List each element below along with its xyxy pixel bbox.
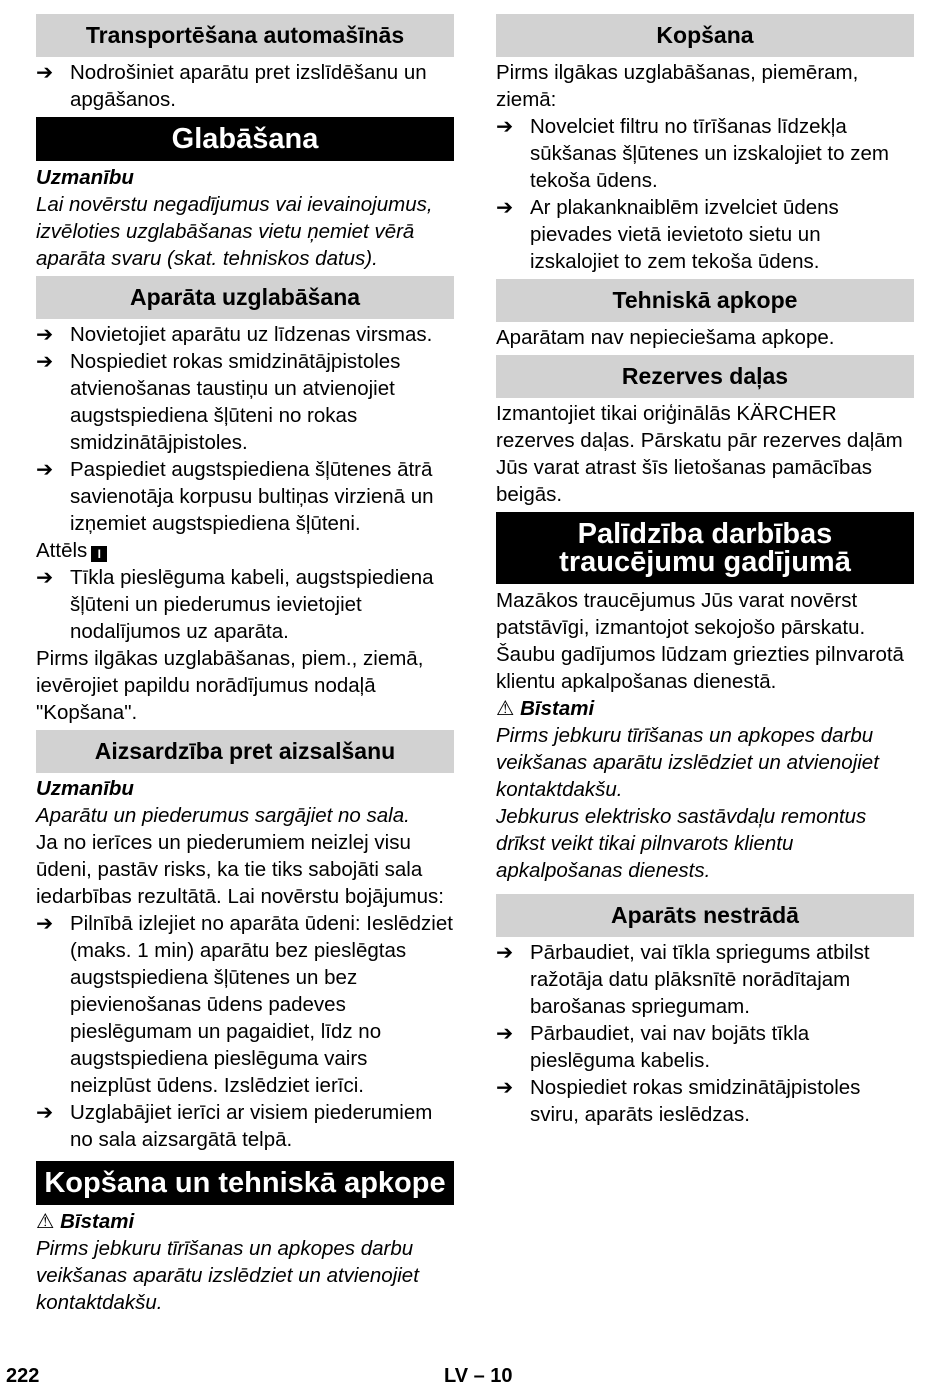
bullet-item: ➔ Novietojiet aparātu uz līdzenas virsmas.	[36, 323, 433, 346]
arrow-icon: ➔	[496, 941, 514, 964]
paragraph: Izmantojiet tikai oriģinālās KÄRCHER rezerves daļas. Pārskatu pār rezerves daļām Jūs varat atrast šīs lietošanas pamācības beigās.	[496, 402, 903, 506]
danger-label: ⚠ Bīstami	[496, 697, 595, 720]
arrow-icon: ➔	[36, 323, 54, 346]
danger-text: Pirms jebkuru tīrīšanas un apkopes darbu veikšanas aparātu izslēdziet un atvienojiet kontaktdakšu.	[36, 1237, 419, 1314]
bullet-item: ➔ Novelciet filtru no tīrīšanas līdzekļa sūkšanas šļūtenes un izskalojiet to zem tekoša ūdens.	[496, 115, 889, 192]
danger-label: ⚠ Bīstami	[36, 1210, 135, 1233]
bullet-item: ➔ Nospiediet rokas smidzinātājpistoles sviru, aparāts ieslēdzas.	[496, 1076, 861, 1126]
bullet-item: ➔ Ar plakanknaiblēm izvelciet ūdens pievades vietā ievietoto sietu un izskalojiet to zem tekoša ūdens.	[496, 196, 839, 273]
bullet-item: ➔ Nospiediet rokas smidzinātājpistoles atvienošanas taustiņu un atvienojiet augstspiediena šļūteni no rokas smidzinātājpistoles.	[36, 350, 401, 454]
chapter-heading-maintenance: Kopšana un tehniskā apkope	[36, 1161, 454, 1205]
page-number: 222	[6, 1365, 40, 1387]
chapter-heading-troubleshooting: Palīdzība darbības traucējumu gadījumā	[496, 512, 914, 584]
paragraph: Ja no ierīces un piederumiem neizlej visu ūdeni, pastāv risks, ka tie tiks sabojāti sala iedarbības rezultātā. Lai novērstu bojājumus:	[36, 831, 444, 908]
paragraph: Pirms ilgākas uzglabāšanas, piem., ziemā, ievērojiet papildu norādījumus nodaļā "Kopšana".	[36, 647, 424, 724]
section-heading-device-storage: Aparāta uzglabāšana	[36, 276, 454, 319]
caution-label: Uzmanību	[36, 777, 134, 800]
chapter-heading-storage: Glabāšana	[36, 117, 454, 161]
warning-icon: ⚠	[496, 697, 515, 720]
arrow-icon: ➔	[36, 61, 54, 84]
bullet-item: ➔ Pārbaudiet, vai nav bojāts tīkla pieslēguma kabelis.	[496, 1022, 810, 1072]
caution-text: Aparātu un piederumus sargājiet no sala.	[36, 804, 410, 827]
arrow-icon: ➔	[36, 566, 54, 589]
paragraph: Pirms ilgākas uzglabāšanas, piemēram, ziemā:	[496, 61, 859, 111]
danger-text: Pirms jebkuru tīrīšanas un apkopes darbu veikšanas aparātu izslēdziet un atvienojiet kontaktdakšu.	[496, 724, 879, 801]
section-heading-spare-parts: Rezerves daļas	[496, 355, 914, 398]
left-column	[36, 14, 454, 1316]
section-heading-device-not-working: Aparāts nestrādā	[496, 894, 914, 937]
arrow-icon: ➔	[496, 1022, 514, 1045]
bullet-item: ➔ Paspiediet augstspiediena šļūtenes ātrā savienotāja korpusu bultiņas virzienā un izņemiet augstspiediena šļūteni.	[36, 458, 434, 535]
danger-text: Jebkurus elektrisko sastāvdaļu remontus drīkst veikt tikai pilnvarots klientu apkalpošanas dienests.	[496, 805, 867, 882]
figure-number-badge: I	[91, 546, 107, 562]
section-heading-frost-protection: Aizsardzība pret aizsalšanu	[36, 730, 454, 773]
arrow-icon: ➔	[36, 458, 54, 481]
bullet-item: ➔ Pārbaudiet, vai tīkla spriegums atbilst ražotāja datu plāksnītē norādītajam barošanas spriegumam.	[496, 941, 870, 1018]
right-column	[496, 14, 914, 1128]
paragraph: Mazākos traucējumus Jūs varat novērst patstāvīgi, izmantojot sekojošo pārskatu. Šaubu gadījumos lūdzam griezties pilnvarotā klientu apkalpošanas dienestā.	[496, 589, 904, 693]
arrow-icon: ➔	[36, 912, 54, 935]
arrow-icon: ➔	[496, 196, 514, 219]
paragraph: Aparātam nav nepieciešama apkope.	[496, 326, 835, 349]
arrow-icon: ➔	[496, 115, 514, 138]
bullet-item: ➔ Tīkla pieslēguma kabeli, augstspiediena šļūteni un piederumus ievietojiet nodalījumos uz aparāta.	[36, 566, 434, 643]
bullet-item: ➔ Uzglabājiet ierīci ar visiem piederumiem no sala aizsargātā telpā.	[36, 1101, 433, 1151]
warning-icon: ⚠	[36, 1210, 55, 1233]
caution-text: Lai novērstu negadījumus vai ievainojumus, izvēloties uzglabāšanas vietu ņemiet vērā aparāta svaru (skat. tehniskos datus).	[36, 193, 433, 270]
caution-label: Uzmanību	[36, 166, 134, 189]
arrow-icon: ➔	[496, 1076, 514, 1099]
arrow-icon: ➔	[36, 1101, 54, 1124]
bullet-item: ➔ Nodrošiniet aparātu pret izslīdēšanu un apgāšanos.	[36, 61, 427, 111]
page-code: LV – 10	[444, 1365, 513, 1387]
arrow-icon: ➔	[36, 350, 54, 373]
section-heading-technical-maintenance: Tehniskā apkope	[496, 279, 914, 322]
bullet-item: ➔ Pilnībā izlejiet no aparāta ūdeni: Ieslēdziet (maks. 1 min) aparātu bez pieslēgtas augstspiediena šļūtenes un bez pievienošanas ūdens padeves pieslēgumam un pagaidiet, līdz no augstspiediena pieslēguma vairs neizplūst ūdens. Izslēdziet ierīci.	[36, 912, 453, 1097]
figure-reference: Attēls I	[36, 537, 454, 564]
section-heading-care: Kopšana	[496, 14, 914, 57]
section-heading-transport: Transportēšana automašīnās	[36, 14, 454, 57]
